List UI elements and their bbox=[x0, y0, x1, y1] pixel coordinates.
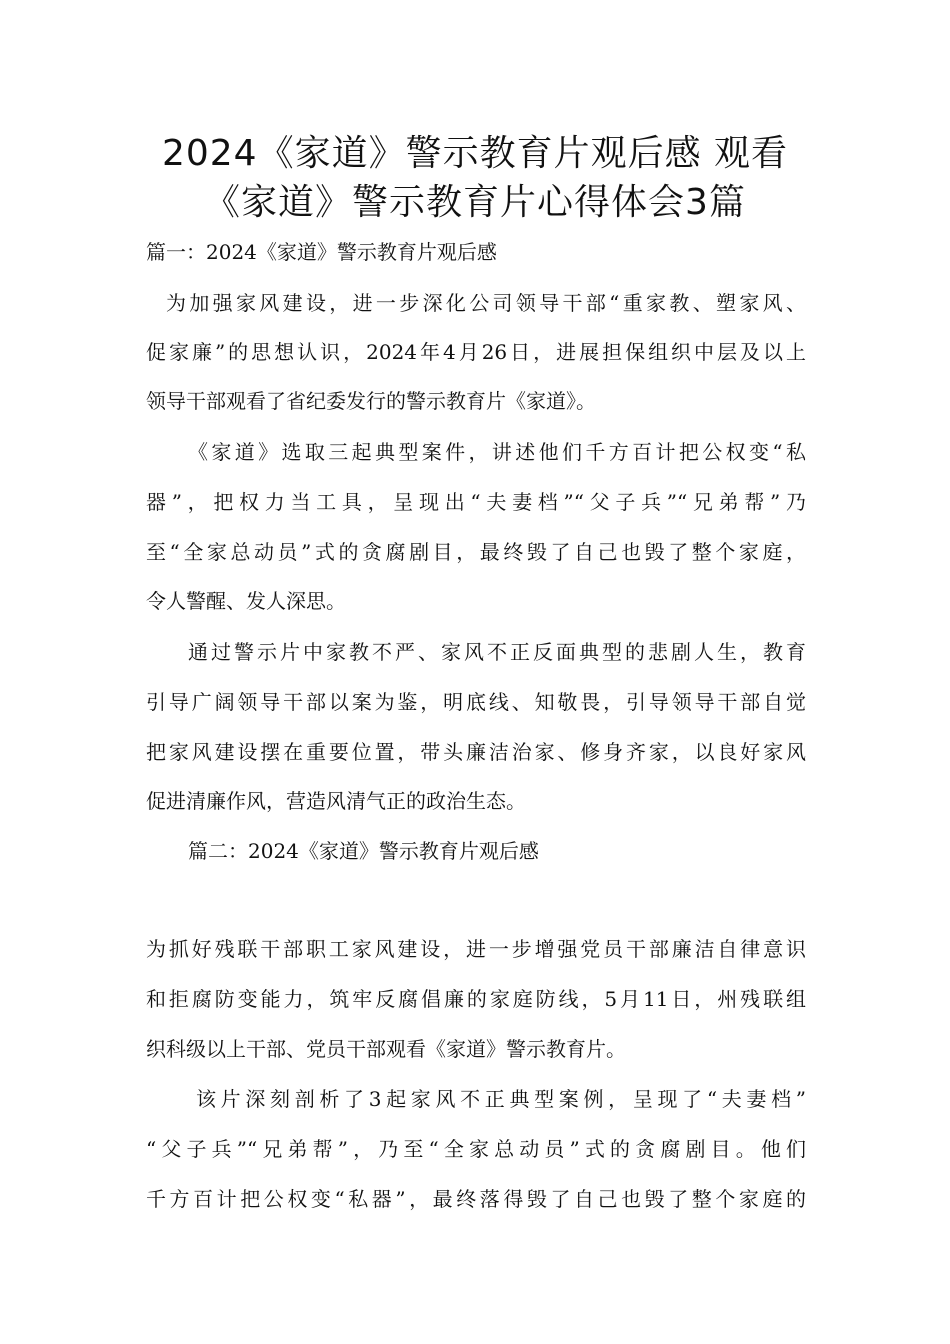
document-title-line-1: 2024《家道》警示教育片观后感 观看 bbox=[161, 133, 789, 174]
section-1-heading: 篇一：2024《家道》警示教育片观后感 bbox=[146, 240, 497, 264]
paragraph-1-line-3: 领导干部观看了省纪委发行的警示教育片《家道》。 bbox=[146, 389, 596, 413]
section-2-heading: 篇二：2024《家道》警示教育片观后感 bbox=[188, 839, 539, 863]
paragraph-5-line-2: “父子兵”“兄弟帮”，乃至“全家总动员”式的贪腐剧目。他们 bbox=[146, 1137, 806, 1161]
paragraph-2-line-3: 至“全家总动员”式的贪腐剧目，最终毁了自己也毁了整个家庭， bbox=[146, 540, 806, 564]
paragraph-5-line-3: 千方百计把公权变“私器”，最终落得毁了自己也毁了整个家庭的 bbox=[146, 1187, 806, 1211]
paragraph-1-line-1: 为加强家风建设，进一步深化公司领导干部“重家教、塑家风、 bbox=[166, 291, 806, 315]
paragraph-3-line-3: 把家风建设摆在重要位置，带头廉洁治家、修身齐家，以良好家风 bbox=[146, 740, 806, 764]
paragraph-1-line-2: 促家廉”的思想认识，2024年4月26日，进展担保组织中层及以上 bbox=[146, 340, 806, 364]
paragraph-2-line-2: 器”，把权力当工具，呈现出“夫妻档”“父子兵”“兄弟帮”乃 bbox=[146, 490, 806, 514]
document-title-line-2: 《家道》警示教育片心得体会3篇 bbox=[204, 182, 746, 223]
paragraph-3-line-4: 促进清廉作风，营造风清气正的政治生态。 bbox=[146, 789, 526, 813]
paragraph-5-line-1: 该片深刻剖析了3起家风不正典型案例，呈现了“夫妻档” bbox=[196, 1087, 806, 1111]
paragraph-2-line-1: 《家道》选取三起典型案件，讲述他们千方百计把公权变“私 bbox=[188, 440, 806, 464]
paragraph-4-line-2: 和拒腐防变能力，筑牢反腐倡廉的家庭防线，5月11日，州残联组 bbox=[146, 987, 806, 1011]
paragraph-4-line-3: 织科级以上干部、党员干部观看《家道》警示教育片。 bbox=[146, 1037, 626, 1061]
paragraph-2-line-4: 令人警醒、发人深思。 bbox=[146, 589, 346, 613]
paragraph-4-line-1: 为抓好残联干部职工家风建设，进一步增强党员干部廉洁自律意识 bbox=[146, 937, 806, 961]
paragraph-3-line-1: 通过警示片中家教不严、家风不正反面典型的悲剧人生，教育 bbox=[188, 640, 806, 664]
paragraph-3-line-2: 引导广阔领导干部以案为鉴，明底线、知敬畏，引导领导干部自觉 bbox=[146, 690, 806, 714]
